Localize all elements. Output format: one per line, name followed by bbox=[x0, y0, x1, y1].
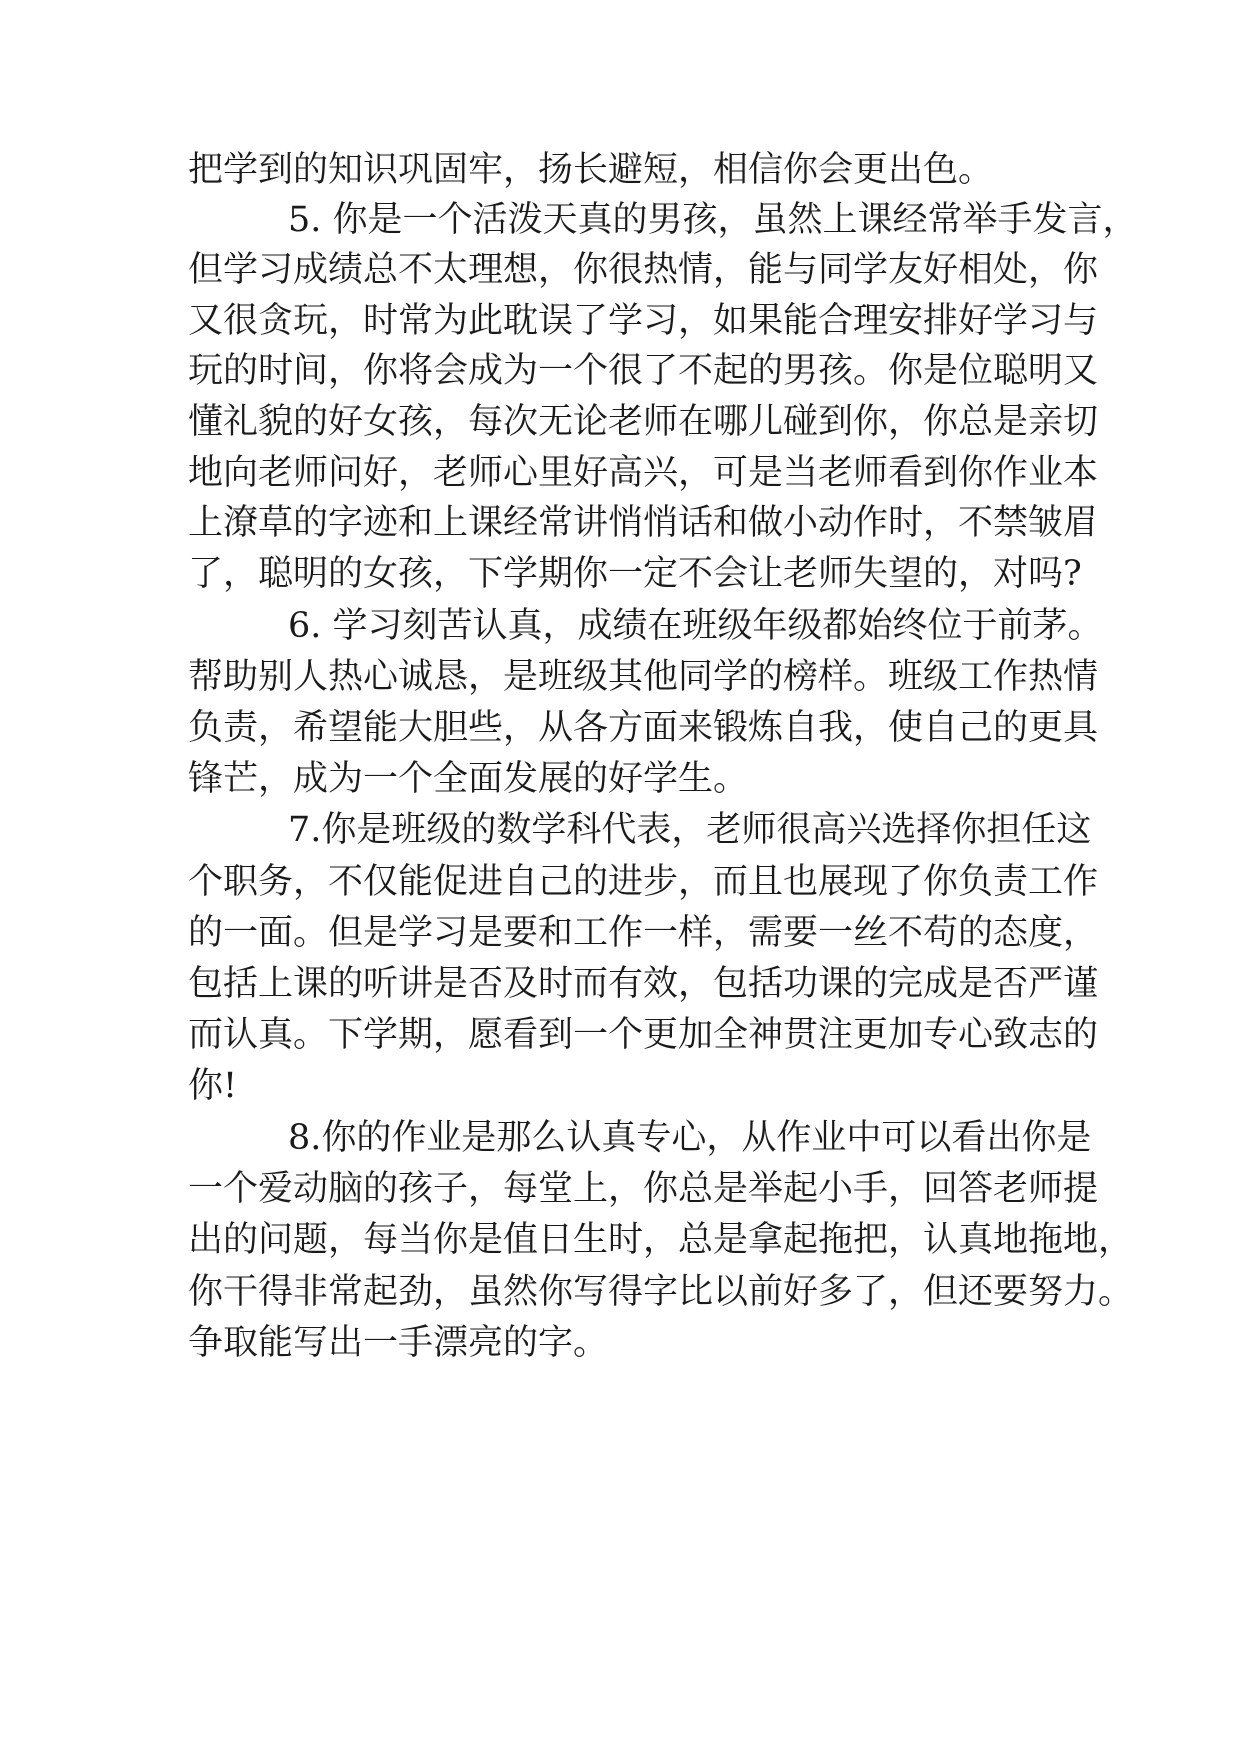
text-line: 玩的时间，你将会成为一个很了不起的男孩。你是位聪明又 bbox=[188, 351, 1099, 391]
text-line: 地向老师问好，老师心里好高兴，可是当老师看到你作业本 bbox=[188, 453, 1099, 493]
text-line: 帮助别人热心诚恳，是班级其他同学的榜样。班级工作热情 bbox=[188, 657, 1099, 697]
text-line: 又很贪玩，时常为此耽误了学习，如果能合理安排好学习与 bbox=[188, 301, 1099, 341]
text-line: 锋芒，成为一个全面发展的好学生。 bbox=[188, 759, 749, 799]
text-line: 争取能写出一手漂亮的字。 bbox=[188, 1323, 609, 1363]
item-5-first-line: 5. 你是一个活泼天真的男孩，虽然上课经常举手发言， bbox=[288, 200, 1138, 240]
item-7-first-line: 7.你是班级的数学科代表，老师很高兴选择你担任这 bbox=[288, 810, 1092, 850]
item-8-first-line: 8.你的作业是那么认真专心，从作业中可以看出你是 bbox=[288, 1118, 1092, 1158]
text-line: 你干得非常起劲，虽然你写得字比以前好多了，但还要努力。 bbox=[188, 1272, 1134, 1312]
item-6-first-line: 6. 学习刻苦认真，成绩在班级年级都始终位于前茅。 bbox=[288, 606, 1103, 646]
text-line: 一个爱动脑的孩子，每堂上，你总是举起小手，回答老师提 bbox=[188, 1169, 1099, 1209]
text-line: 了，聪明的女孩，下学期你一定不会让老师失望的，对吗? bbox=[188, 554, 1082, 594]
text-line: 把学到的知识巩固牢，扬长避短，相信你会更出色。 bbox=[188, 150, 994, 190]
text-line: 但学习成绩总不太理想，你很热情，能与同学友好相处，你 bbox=[188, 250, 1099, 290]
text-line: 个职务，不仅能促进自己的进步，而且也展现了你负责工作 bbox=[188, 862, 1099, 902]
text-line: 你! bbox=[188, 1066, 238, 1106]
text-line: 上潦草的字迹和上课经常讲悄悄话和做小动作时，不禁皱眉 bbox=[188, 503, 1099, 543]
text-line: 而认真。下学期，愿看到一个更加全神贯注更加专心致志的 bbox=[188, 1015, 1099, 1055]
text-line: 包括上课的听讲是否及时而有效，包括功课的完成是否严谨 bbox=[188, 964, 1099, 1004]
text-line: 懂礼貌的好女孩，每次无论老师在哪儿碰到你，你总是亲切 bbox=[188, 402, 1099, 442]
text-line: 出的问题，每当你是值日生时，总是拿起拖把，认真地拖地， bbox=[188, 1220, 1134, 1260]
text-line: 的一面。但是学习是要和工作一样，需要一丝不苟的态度， bbox=[188, 913, 1099, 953]
text-line: 负责，希望能大胆些，从各方面来锻炼自我，使自己的更具 bbox=[188, 708, 1099, 748]
